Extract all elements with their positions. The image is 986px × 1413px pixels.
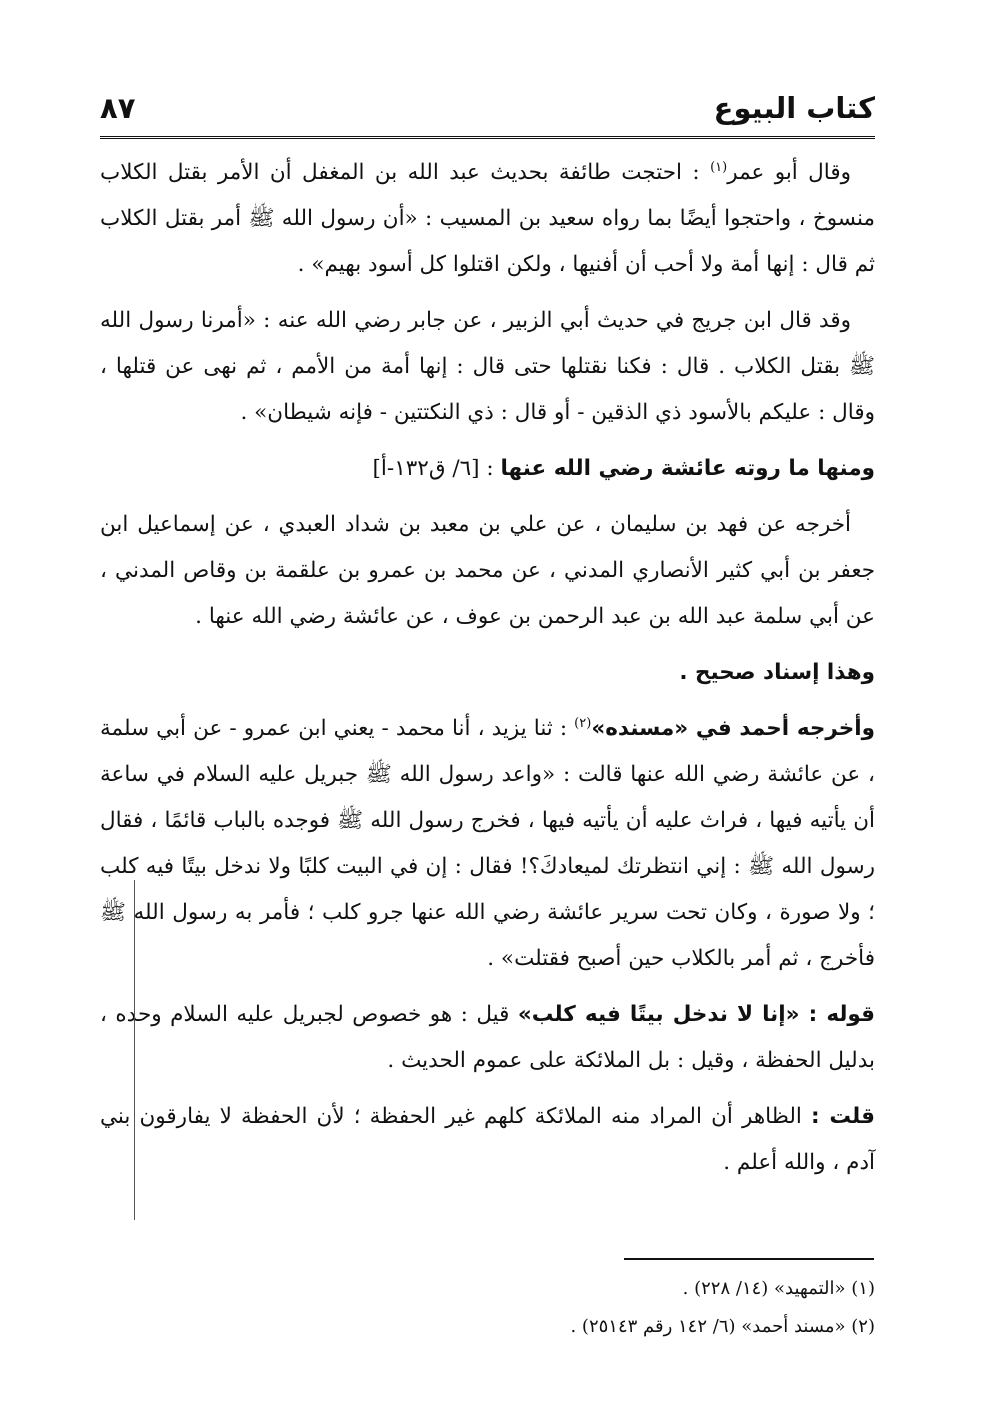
paragraph xyxy=(100,150,875,288)
page-number: ٨٧ xyxy=(100,91,136,125)
paragraph xyxy=(100,446,875,492)
footnote-divider xyxy=(624,1258,874,1260)
footnote-ref: (١) xyxy=(710,159,728,175)
paragraph-text: : ثنا يزيد ، أنا محمد - يعني ابن عمرو - عن أبي سلمة ، عن عائشة رضي الله عنها قالت : «واعد رسول الله ﷺ جبريل عليه السلام في ساعة أن يأتيه فيها ، فراث عليه أن يأتيه فيها ، فخرج رسول الله ﷺ فوجده بالباب قائمًا ، فقال رسول الله ﷺ : إني انتظرتك لميعادكَ؟! فقال : إن في البيت كلبًا ولا ندخل بيتًا فيه كلب ؛ ولا صورة ، وكان تحت سرير عائشة رضي الله عنها جرو كلب ؛ فأمر به رسول الله ﷺ فأخرج ، ثم أمر بالكلاب حين أصبح فقتلت» . xyxy=(100,716,875,971)
paragraph xyxy=(100,992,875,1084)
margin-mark xyxy=(134,880,135,1220)
footnote-ref: (٢) xyxy=(574,715,592,731)
paragraph xyxy=(100,650,875,696)
paragraph-text: وقد قال ابن جريج في حديث أبي الزبير ، عن جابر رضي الله عنه : «أمرنا رسول الله ﷺ بقتل الكلاب . قال : فكنا نقتلها حتى قال : إنها أمة من الأمم ، ثم نهى عن قتلها ، وقال : عليكم بالأسود ذي الذقين - أو قال : ذي النكتتين - فإنه شيطان» . xyxy=(100,308,875,425)
running-header xyxy=(100,88,875,134)
paragraph-lead: قوله : «إنا لا ندخل بيتًا فيه كلب» xyxy=(517,1002,875,1027)
chapter-title: كتاب البيوع xyxy=(713,91,875,125)
paragraph xyxy=(100,1094,875,1186)
paragraph-lead: وأخرجه أحمد في «مسنده» xyxy=(591,716,875,741)
paragraph xyxy=(100,298,875,436)
paragraph-text: : احتجت طائفة بحديث عبد الله بن المغفل أن الأمر بقتل الكلاب منسوخ ، واحتجوا أيضًا بما رواه سعيد بن المسيب : «أن رسول الله ﷺ أمر بقتل الكلاب ثم قال : إنها أمة ولا أحب أن أفنيها ، ولكن اقتلوا كل أسود بهيم» . xyxy=(100,160,875,277)
paragraph xyxy=(100,706,875,982)
footnotes xyxy=(100,1270,875,1346)
paragraph-pre: وقال أبو عمر xyxy=(727,160,852,185)
paragraph-text: أخرجه عن فهد بن سليمان ، عن علي بن معبد بن شداد العبدي ، عن إسماعيل ابن جعفر بن أبي كثير الأنصاري المدني ، عن محمد بن عمرو بن علقمة بن وقاص المدني ، عن أبي سلمة عبد الله بن عبد الرحمن بن عوف ، عن عائشة رضي الله عنها . xyxy=(100,512,875,629)
paragraph-text: قيل : هو خصوص لجبريل عليه السلام وحده ، بدليل الحفظة ، وقيل : بل الملائكة على عموم الحديث . xyxy=(100,1002,875,1073)
footnote: (٢) «مسند أحمد» (٦/ ١٤٢ رقم ٢٥١٤٣) . xyxy=(570,1316,875,1337)
paragraph-text: الظاهر أن المراد منه الملائكة كلهم غير الحفظة ؛ لأن الحفظة لا يفارقون بني آدم ، والله أعلم . xyxy=(100,1104,875,1175)
paragraph-lead: ومنها ما روته عائشة رضي الله عنها xyxy=(500,456,875,481)
header-divider xyxy=(100,136,875,139)
paragraph-lead: قلت : xyxy=(811,1104,875,1129)
paragraph xyxy=(100,502,875,640)
footnote: (١) «التمهيد» (١٤/ ٢٢٨) . xyxy=(682,1278,875,1299)
paragraph-text: : [٦/ ق١٣٢-أ] xyxy=(372,456,501,481)
main-text xyxy=(100,150,875,1196)
paragraph-lead: وهذا إسناد صحيح . xyxy=(679,660,875,685)
